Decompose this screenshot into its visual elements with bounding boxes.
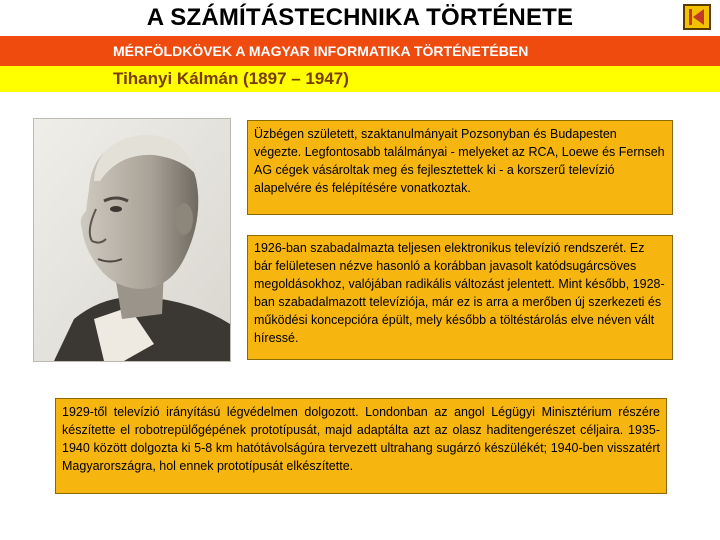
paragraph-television-patent: 1926-ban szabadalmazta teljesen elektronikus televízió rendszerét. Ez bár felületesen nézve hasonló a korábban javasolt katódsugárcsöves megoldásokhoz, valójában radikális változást jelentett. Mint később, 1928-ban szabadalmazott televíziója, már ez is arra a merőben új szerkezeti és működési koncepcióra épült, mely később a töltéstárolás elve néven vált híressé. [247,235,673,360]
subtitle-text: MÉRFÖLDKÖVEK A MAGYAR INFORMATIKA TÖRTÉNETÉBEN [113,43,529,59]
back-button[interactable] [683,4,711,30]
person-band [0,66,720,92]
portrait-image [34,119,230,361]
skip-back-icon [687,8,707,26]
page-title: A SZÁMÍTÁSTECHNIKA TÖRTÉNETE [146,4,574,31]
paragraph-air-defense: 1929-től televízió irányítású légvédelmen dolgozott. Londonban az angol Légügyi Minisztérium részére készítette el robotrepülőgépének prototípusát, majd adaptálta azt az olasz haditengerészet céljaira. 1935-1940 között dolgozta ki 5-8 km hatótávolságúra tervezett ultrahang sugárzó készülékét; 1940-ben visszatért Magyarországra, hol ennek prototípusát elkészítette. [55,398,667,494]
portrait-photo [33,118,231,362]
paragraph-biography: Üzbégen született, szaktanulmányait Pozsonyban és Budapesten végezte. Legfontosabb találmányai - melyeket az RCA, Loewe és Fernseh AG cégek vásároltak meg és fejlesztettek ki - a korszerű televízió alapelvére és felépítésére vonatkoztak. [247,120,673,215]
subtitle-band [0,36,720,66]
person-name: Tihanyi Kálmán (1897 – 1947) [113,69,349,88]
